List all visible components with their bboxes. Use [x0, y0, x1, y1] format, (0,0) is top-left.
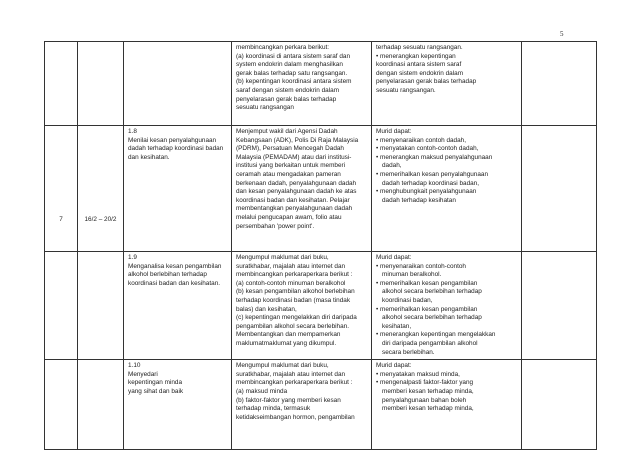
week-cell: 7	[45, 126, 78, 252]
outcome-line: sesuatu rangsangan.	[376, 86, 436, 94]
outcome-line: alkohol secara berlebihan terhadap	[382, 314, 482, 322]
topic-cell	[124, 360, 232, 450]
activity-line: dan kesan penyalahgunaan dadah ke atas	[236, 188, 357, 196]
activity-line: suratkhabar, majalah atau internet dan	[236, 370, 346, 378]
activity-line: persembahan 'power point'.	[236, 222, 315, 230]
notes-cell	[522, 252, 597, 360]
outcome-line: kesihatan,	[382, 322, 412, 330]
date-cell	[78, 360, 124, 450]
outcome-line: • menyatakan contoh-contoh dadah,	[376, 145, 479, 153]
topic-line: kepentingan minda	[128, 379, 183, 387]
activity-line: sesuatu rangsangan	[236, 104, 294, 112]
activity-cell	[232, 42, 372, 126]
activity-line: suratkhabar, majalah atau internet dan	[236, 262, 346, 270]
outcome-line: • menerangkan maksud penyalahgunaan	[376, 153, 493, 161]
topic-line: dan kesihatan.	[128, 153, 170, 161]
topic-cell	[124, 42, 232, 126]
outcome-line: • memerihalkan kesan pengambilan	[376, 305, 478, 313]
activity-line: Kebangsaan (ADK), Polis Di Raja Malaysia	[236, 136, 359, 144]
activity-line: (a) koordinasi di antara sistem saraf dan	[236, 52, 351, 60]
outcome-line: dadah terhadap koordinasi badan,	[382, 179, 480, 187]
topic-line: Menilai kesan penyalahgunaan	[128, 136, 217, 144]
outcome-line: • menyenaraikan contoh dadah,	[376, 136, 466, 144]
outcome-line: dengan sistem endokrin dalam	[376, 69, 464, 77]
outcome-line: terhadap sesuatu rangsangan.	[376, 44, 463, 51]
table-row	[45, 126, 597, 252]
outcome-line: memberi kesan terhadap minda,	[382, 387, 474, 395]
activity-line: (PDRM), Persatuan Mencegah Dadah	[236, 145, 344, 153]
activity-line: membentangkan penyalahgunaan dadah	[236, 205, 353, 213]
activity-line: membincangkan perkara berikut:	[236, 44, 330, 51]
activity-line: membincangkan perkaraperkara berikut :	[236, 271, 353, 279]
outcome-line: • menyenaraikan contoh-contoh	[376, 262, 466, 270]
activity-line: system endokrin dalam menghasilkan	[236, 61, 343, 69]
activity-line: penyelarasan gerak balas terhadap	[236, 95, 337, 103]
outcome-line: secara berlebihan.	[382, 348, 435, 356]
notes-cell	[522, 42, 597, 126]
activity-line: (b) kepentingan koordinasi antara sistem	[236, 78, 352, 86]
activity-line: saraf dengan sistem endokrin dalam	[236, 86, 340, 94]
activity-line: terhadap minda, termasuk	[236, 405, 311, 413]
date-cell	[78, 252, 124, 360]
activity-line: pengambilan alkohol secara berlebihan.	[236, 322, 349, 330]
activity-line: (a) contoh-contoh minuman beralkohol	[236, 279, 346, 287]
outcome-line: dadah,	[382, 162, 402, 170]
activity-line: (a) maksud minda	[236, 387, 288, 395]
notes-cell	[522, 126, 597, 252]
outcome-cell	[372, 42, 522, 126]
activity-line: (b) faktor-faktor yang memberi kesan	[236, 396, 341, 404]
outcome-cell	[372, 252, 522, 360]
date-cell	[78, 42, 124, 126]
outcome-line: • menyatakan maksud minda,	[376, 370, 460, 378]
outcome-line: • memerihalkan kesan penyalahgunaan	[376, 170, 489, 178]
activity-line: membincangkan perkaraperkara berikut :	[236, 379, 353, 387]
outcome-line: • menerangkan kepentingan mengelakkan	[376, 331, 496, 339]
outcome-line: Murid dapat:	[376, 362, 412, 370]
activity-line: Membentangkan dan mempamerkan	[236, 331, 341, 339]
topic-line: Menyedari	[128, 370, 158, 378]
week-cell	[45, 360, 78, 450]
outcome-line: Murid dapat:	[376, 254, 412, 261]
outcome-line: alkohol secara berlebihan terhadap	[382, 288, 482, 296]
date-cell: 16/2 – 20/2	[78, 126, 124, 252]
notes-cell	[522, 360, 597, 450]
lesson-plan-table	[44, 41, 597, 450]
table-row	[45, 42, 597, 126]
activity-line: Mengumpul maklumat dari buku,	[236, 362, 329, 370]
outcome-line: penyalahgunaan bahan boleh	[382, 396, 467, 404]
week-cell	[45, 252, 78, 360]
activity-cell	[232, 360, 372, 450]
activity-line: terhadap koordinasi badan (masa tindak	[236, 296, 351, 304]
outcome-line: memberi kesan terhadap minda,	[382, 405, 474, 413]
outcome-line: • menghubungkait penyalahgunaan	[376, 188, 477, 196]
outcome-line: koordinasi badan,	[382, 296, 433, 304]
outcome-line: minuman beralkohol.	[382, 271, 442, 279]
activity-line: koordinasi badan dan kesihatan. Pelajar	[236, 196, 350, 204]
outcome-cell	[372, 360, 522, 450]
activity-line: balas) dan kesihatan,	[236, 305, 297, 313]
outcome-line: • mengenalpasti faktor-faktor yang	[376, 379, 474, 387]
activity-line: Menjemput wakil dari Agensi Dadah	[236, 128, 338, 135]
topic-line: koordinasi badan dan kesihatan.	[128, 279, 221, 287]
outcome-line: diri daripada pengambilan alkohol	[382, 339, 478, 347]
outcome-line: penyelarasan gerak balas terhadap	[376, 78, 477, 86]
activity-line: ketidakseimbangan hormon, pengambilan	[236, 413, 355, 421]
topic-line: dadah terhadap koordinasi badan	[128, 145, 224, 153]
activity-line: maklumatmaklumat yang dikumpul.	[236, 339, 337, 347]
topic-line: yang sihat dan baik	[128, 387, 184, 395]
topic-line: 1.9	[128, 254, 137, 261]
week-cell	[45, 42, 78, 126]
activity-line: berkenaan dadah, penyalahgunaan dadah	[236, 179, 357, 187]
topic-line: 1.10	[128, 362, 141, 370]
outcome-line: • menerangkan kepentingan	[376, 52, 456, 60]
table-row	[45, 252, 597, 360]
activity-cell	[232, 126, 372, 252]
topic-cell	[124, 252, 232, 360]
outcome-line: • memerihalkan kesan pengambilan	[376, 279, 478, 287]
activity-cell	[232, 252, 372, 360]
topic-line: 1.8	[128, 128, 137, 135]
activity-line: ceramah atau mengadakan pameran	[236, 170, 341, 178]
topic-line: Menganalisa kesan pengambilan	[128, 262, 222, 270]
outcome-line: koordinasi antara sistem saraf	[376, 61, 462, 69]
activity-line: gerak balas terhadap satu rangsangan.	[236, 69, 348, 77]
activity-line: (c) kepentingan mengelakkan diri daripada	[236, 314, 357, 322]
table-row	[45, 360, 597, 450]
activity-line: institusi yang berkaitan untuk memberi	[236, 162, 346, 170]
outcome-cell	[372, 126, 522, 252]
activity-line: (b) kesan pengambilan alkohol berlebihan	[236, 288, 355, 296]
page-number: 5	[560, 30, 564, 38]
activity-line: Malaysia (PEMADAM) atau dari institusi-	[236, 153, 352, 161]
topic-line: alkohol berlebihan terhadap	[128, 271, 207, 279]
activity-line: Mengumpul maklumat dari buku,	[236, 254, 329, 261]
activity-line: melalui pengucapan awam, folio atau	[236, 213, 342, 221]
outcome-line: dadah terhadap kesihatan	[382, 196, 456, 204]
topic-cell	[124, 126, 232, 252]
outcome-line: Murid dapat:	[376, 128, 412, 135]
